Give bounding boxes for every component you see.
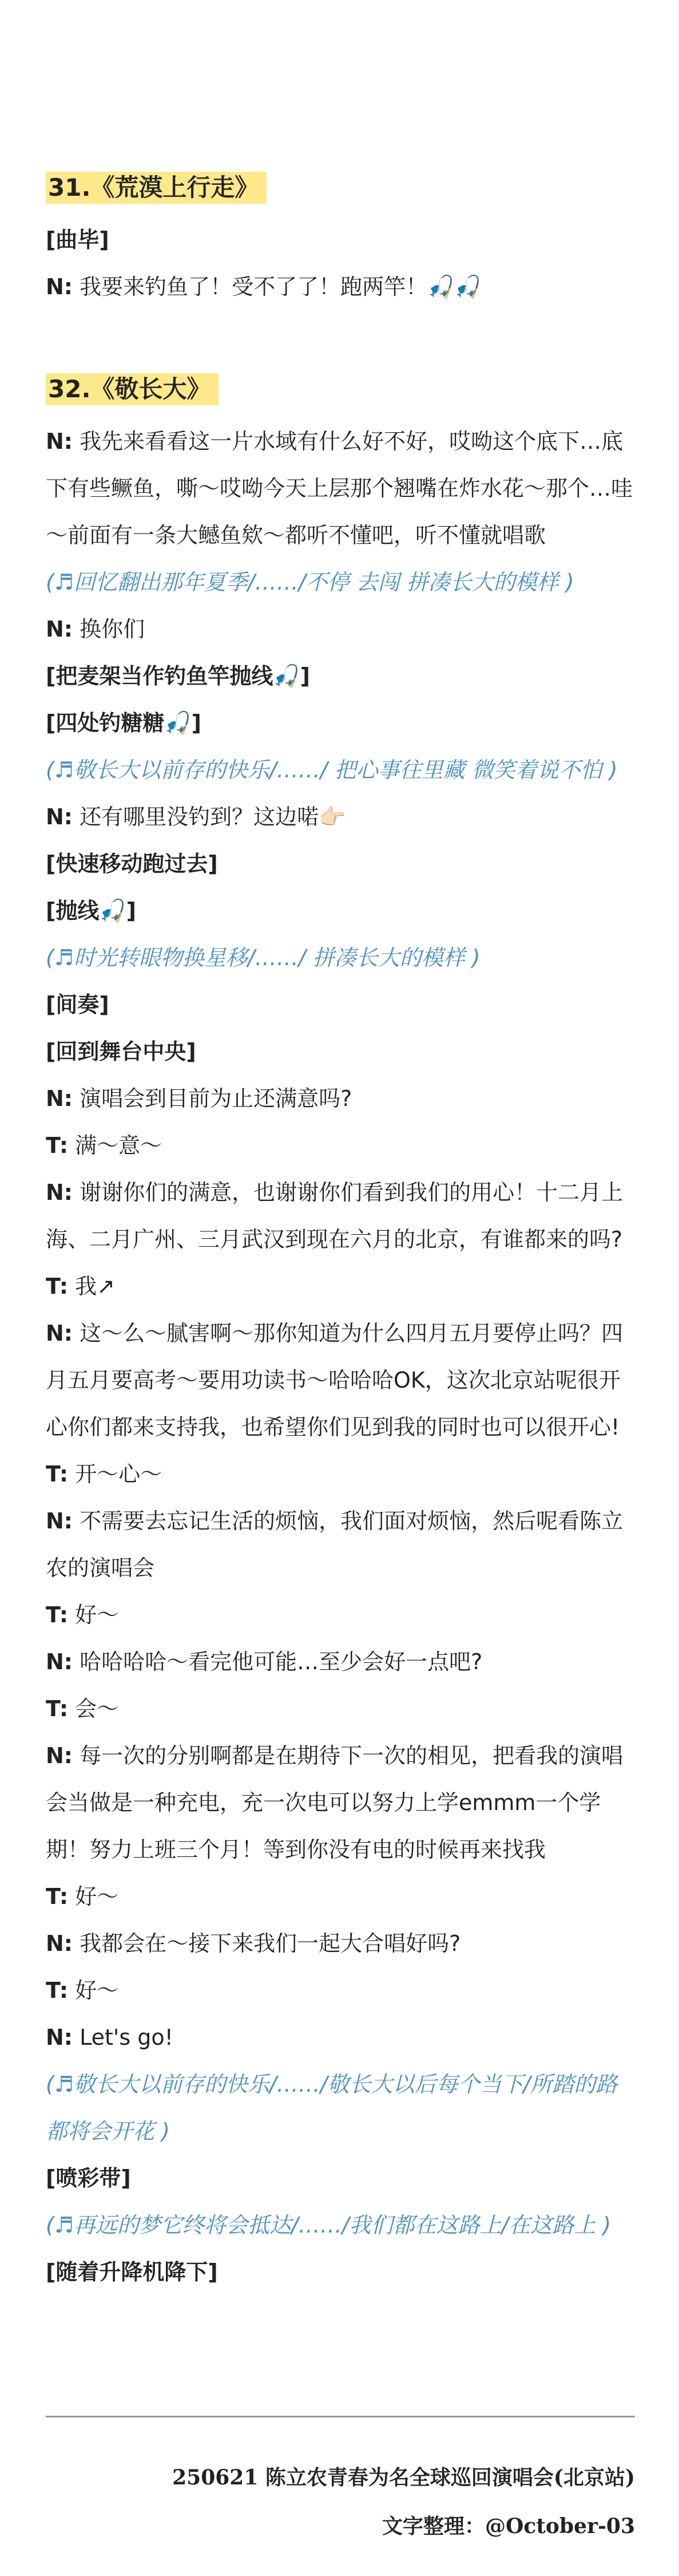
section-32 (46, 373, 635, 2296)
footer-divider (46, 2416, 635, 2417)
dialog-line (46, 793, 635, 840)
speaker-label: N: (46, 804, 73, 829)
speaker-label: N: (46, 617, 73, 642)
dialog-text: 好～ (75, 1884, 119, 1909)
speaker-label: N: (46, 1508, 73, 1534)
footer-event: 250621 陈立农青春为名全球巡回演唱会(北京站) (172, 2466, 635, 2490)
speaker-label: T: (46, 1884, 69, 1909)
dialog-line (46, 1169, 635, 1263)
section-31 (46, 172, 635, 310)
speaker-label: T: (46, 1274, 69, 1299)
dialog-text: 满～意～ (75, 1133, 162, 1158)
dialog-text: 这～么～腻害啊～那你知道为什么四月五月要停止吗？四月五月要高考～要用功读书～哈哈哈OK，这次北京站呢很开心你们都来支持我，也希望你们见到我的同时也可以很开心! (46, 1321, 624, 1440)
speaker-label: N: (46, 1649, 73, 1674)
speaker-label: N: (46, 429, 73, 454)
dialog-line (46, 1732, 635, 1873)
stage-direction: [曲毕] (46, 227, 109, 252)
dialog-text: 我都会在～接下来我们一起大合唱好吗? (80, 1931, 461, 1956)
dialog-text: 每一次的分别啊都是在期待下一次的相见，把看我的演唱会当做是一种充电，充一次电可以努力上学emmm一个学期！努力上班三个月！等到你没有电的时候再来找我 (46, 1743, 624, 1862)
speaker-label: N: (46, 2025, 73, 2050)
dialog-text: 会～ (75, 1696, 119, 1721)
dialog-line (46, 1075, 635, 1122)
stage-direction: [间奏] (46, 992, 109, 1017)
footer-credit: 文字整理：@October-03 (382, 2514, 635, 2538)
dialog-line (46, 1920, 635, 1967)
dialog-line (46, 1638, 635, 1685)
stage-direction: [回到舞台中央] (46, 1039, 196, 1064)
dialog-text: Let's go! (80, 2025, 173, 2050)
transcript-content (46, 172, 635, 2296)
speaker-label: T: (46, 1133, 69, 1158)
lyric-line: (♬敬长大以前存的快乐/……/敬长大以后每个当下/所踏的路都将会开花 ) (46, 2072, 618, 2144)
dialog-text: 我先来看看这一片水域有什么好不好，哎呦这个底下…底下有些鳜鱼，嘶～哎呦今天上层那个翘嘴在炸水花～那个…哇～前面有一条大鳡鱼欸～都听不懂吧，听不懂就唱歌 (46, 429, 633, 548)
section-title: 32.《敬长大》 (46, 373, 219, 405)
lyric-line: (♬敬长大以前存的快乐/……/ 把心事往里藏 微笑着说不怕 ) (46, 757, 618, 783)
dialog-text: 好～ (75, 1978, 119, 2003)
stage-direction: [抛线🎣] (46, 898, 137, 923)
dialog-text: 谢谢你们的满意，也谢谢你们看到我们的用心！十二月上海、二月广州、三月武汉到现在六月的北京，有谁都来的吗? (46, 1180, 624, 1252)
dialog-line (46, 1451, 635, 1498)
speaker-label: T: (46, 1978, 69, 2003)
dialog-line (46, 1498, 635, 1591)
dialog-text: 好～ (75, 1602, 119, 1627)
lyric-line: (♬回忆翻出那年夏季/……/不停 去闯 拼凑长大的模样 ) (46, 570, 574, 595)
dialog-text: 我要来钓鱼了！受不了了！跑两竿！🎣🎣 (80, 274, 482, 299)
dialog-line (46, 1263, 635, 1310)
dialog-text: 不需要去忘记生活的烦恼，我们面对烦恼，然后呢看陈立农的演唱会 (46, 1508, 624, 1581)
speaker-label: T: (46, 1461, 69, 1487)
lyric-line: (♬再远的梦它终将会抵达/……/我们都在这路上/在这路上 ) (46, 2212, 612, 2238)
dialog-text: 换你们 (80, 617, 145, 642)
speaker-label: T: (46, 1696, 69, 1721)
dialog-line (46, 418, 635, 559)
section-title: 31.《荒漠上行走》 (46, 172, 267, 204)
dialog-line (46, 2014, 635, 2061)
dialog-line (46, 1967, 635, 2014)
dialog-line (46, 1122, 635, 1169)
dialog-line (46, 1591, 635, 1638)
stage-direction: [四处钓糖糖🎣] (46, 710, 202, 736)
stage-direction: [快速移动跑过去] (46, 851, 218, 876)
dialog-line (46, 606, 635, 653)
speaker-label: N: (46, 274, 73, 299)
lyric-line: (♬时光转眼物换星移/……/ 拼凑长大的模样 ) (46, 945, 481, 970)
stage-direction: [把麦架当作钓鱼竿抛线🎣] (46, 663, 311, 689)
stage-direction: [随着升降机降下] (46, 2259, 218, 2285)
dialog-text: 哈哈哈哈～看完他可能…至少会好一点吧? (80, 1649, 483, 1674)
speaker-label: N: (46, 1931, 73, 1956)
speaker-label: T: (46, 1602, 69, 1627)
dialog-text: 开～心～ (75, 1461, 162, 1487)
speaker-label: N: (46, 1086, 73, 1111)
speaker-label: N: (46, 1180, 73, 1205)
dialog-line (46, 1873, 635, 1920)
dialog-line (46, 1310, 635, 1451)
dialog-text: 我↗ (75, 1274, 115, 1299)
dialog-line (46, 263, 635, 310)
stage-direction: [喷彩带] (46, 2166, 131, 2191)
section-gap (46, 310, 635, 373)
speaker-label: N: (46, 1743, 73, 1768)
dialog-text: 演唱会到目前为止还满意吗? (80, 1086, 352, 1111)
dialog-text: 还有哪里没钓到？这边喏👉🏻 (80, 804, 346, 829)
dialog-line (46, 1685, 635, 1732)
speaker-label: N: (46, 1321, 73, 1346)
